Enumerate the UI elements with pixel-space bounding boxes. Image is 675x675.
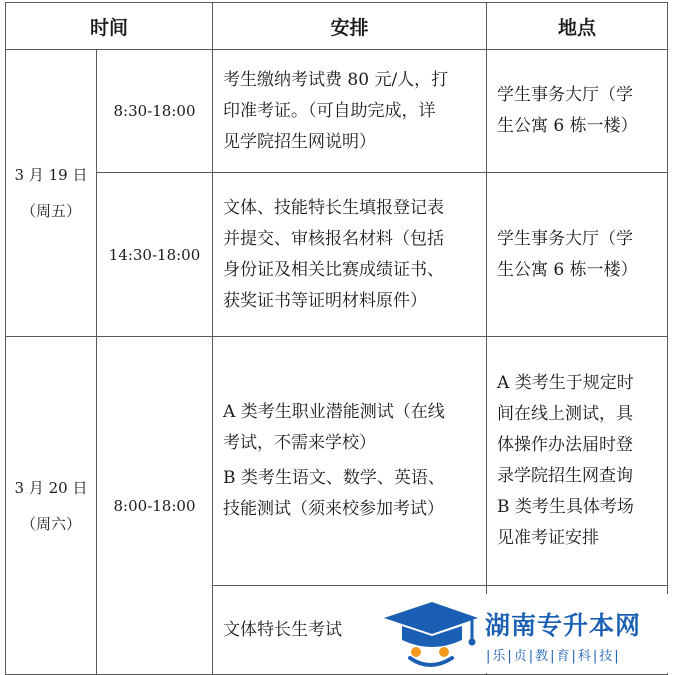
location-line: 见准考证安排 — [497, 528, 600, 548]
location-line: A 类考生于规定时 — [497, 373, 634, 393]
arrangement-line: A 类考生职业潜能测试（在线 — [223, 402, 445, 422]
date-label: 3 月 20 日 — [14, 478, 88, 497]
arrangement-line: 身份证及相关比赛成绩证书、 — [223, 259, 445, 280]
time-cell: 8:30-18:00 — [97, 50, 213, 173]
date-cell — [6, 337, 97, 675]
location-line: B 类考生具体考场 — [497, 497, 634, 517]
date-cell — [6, 50, 97, 337]
location-line: 学生事务大厅（学 — [497, 228, 634, 249]
time-cell: 14:30-18:00 — [97, 173, 213, 337]
arrangement-cell — [213, 50, 487, 173]
arrangement-line: 考试，不需来学校） — [223, 433, 377, 453]
header-time: 时间 — [6, 3, 213, 50]
arrangement-cell — [213, 337, 487, 586]
location-line: 生公寓 6 栋一楼） — [497, 116, 638, 136]
weekday-label: （周六） — [20, 514, 81, 533]
location-cell — [487, 50, 668, 173]
arrangement-line: 印准考证。（可自助完成，详 — [223, 100, 436, 121]
arrangement-line: 见学院招生网说明） — [223, 131, 377, 152]
arrangement-cell — [213, 173, 487, 337]
arrangement-line: 考生缴纳考试费 80 元/人，打 — [223, 69, 449, 90]
arrangement-line: 文体、技能特长生填报登记表 — [223, 197, 445, 218]
header-row — [6, 3, 668, 50]
arrangement-line: B 类考生语文、数学、英语、 — [223, 468, 445, 488]
location-line: 学生事务大厅（学 — [497, 85, 634, 105]
location-line: 体操作办法届时登 — [497, 435, 634, 455]
watermark-logo — [368, 594, 675, 673]
header-arrangement: 安排 — [213, 3, 487, 50]
graduation-cap-icon — [380, 600, 480, 668]
table-row — [6, 337, 668, 586]
arrangement-line: 获奖证书等证明材料原件） — [223, 290, 428, 311]
table-row — [6, 50, 668, 173]
header-location: 地点 — [487, 3, 668, 50]
brand-slogan: |乐|贞|教|育|科|技| — [486, 649, 621, 664]
location-line: 间在线上测试，具 — [497, 404, 634, 424]
weekday-label: （周五） — [20, 202, 81, 220]
arrangement-line: 文体特长生考试 — [223, 619, 343, 640]
location-cell — [487, 337, 668, 586]
table-row — [6, 173, 668, 337]
date-label: 3 月 19 日 — [14, 166, 88, 184]
arrangement-line: 并提交、审核报名材料（包括 — [223, 228, 445, 249]
brand-name: 湖南专升本网 — [485, 611, 642, 640]
schedule-table — [5, 2, 668, 675]
location-line: 生公寓 6 栋一楼） — [497, 259, 638, 280]
arrangement-line: 技能测试（须来校参加考试） — [223, 499, 445, 519]
location-cell — [487, 173, 668, 337]
time-cell: 8:00-18:00 — [97, 337, 213, 675]
location-line: 录学院招生网查询 — [497, 466, 634, 486]
